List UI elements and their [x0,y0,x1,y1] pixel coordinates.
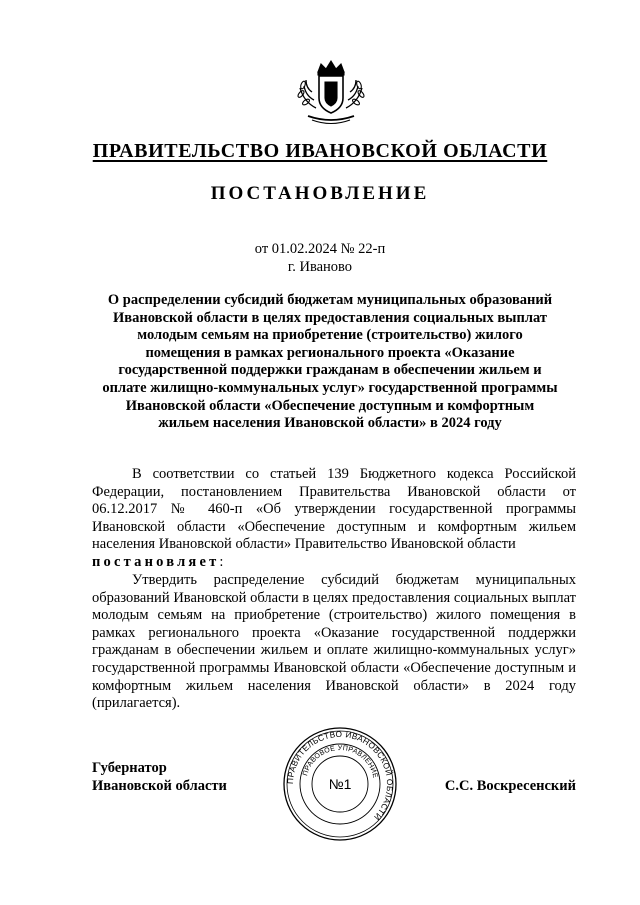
signatory-position-line: Ивановской области [92,777,227,794]
government-title-text: ПРАВИТЕЛЬСТВО ИВАНОВСКОЙ ОБЛАСТИ [92,140,548,162]
document-date-number: от 01.02.2024 № 22-п [254,241,386,257]
preamble-text: В соответствии со статьей 139 Бюджетного кодекса Российской Федерации, постановлением Правительства Ивановской области от 06.12.2017 № 460-п «Об утверждении государственной программы Ивановской области «Обеспечение доступным и комфортным жильем населения Ивановской области» Правительство Ивановской области [92,466,576,553]
subject-line: помещения в рамках регионального проекта «Оказание [145,344,515,361]
subject-line: Ивановской области в целях предоставления социальных выплат [113,309,547,326]
stamp-inner-text: ПРАВОВОЕ УПРАВЛЕНИЕ [302,744,379,779]
stamp-outer-text: ПРАВИТЕЛЬСТВО ИВАНОВСКОЙ ОБЛАСТИ [285,729,395,822]
subject-line: О распределении субсидий бюджетам муниципальных образований [107,292,553,308]
preamble-paragraph [92,466,576,572]
decree-colon: : [219,553,224,570]
government-title [0,140,640,163]
operative-paragraph: Утвердить распределение субсидий бюджетам муниципальных образований Ивановской области в целях предоставления социальных выплат молодым семьям на приобретение (строительство) жилого помещения в рамках регионального проекта «Оказание государственной поддержки гражданам в обеспечении жильем и оплате жилищно-коммунальных услуг» государственной программы Ивановской области «Обеспечение доступным и комфортным жильем населения Ивановской области» в 2024 году (прилагается). [92,572,576,712]
signatory-position [92,760,227,795]
subject-line: жильем населения Ивановской области» в 2024 году [158,415,502,432]
signatory-position-line: Губернатор [92,760,167,776]
coat-of-arms-icon [288,58,374,128]
official-stamp [282,726,398,842]
subject-line: государственной поддержки гражданам в обеспечении жильем и [118,362,542,379]
subject-line: Ивановской области «Обеспечение доступным и комфортным [125,397,535,414]
decree-line [92,554,576,572]
stamp-number: №1 [328,776,352,792]
signatory-name: С.С. Воскресенский [444,778,576,794]
subject-line: молодым семьям на приобретение (строительство) жилого [137,327,523,344]
document-subject [90,292,570,433]
subject-line: оплате жилищно-коммунальных услуг» государственной программы [102,379,558,396]
document-city: г. Иваново [287,259,353,275]
decree-word: постановляет [92,553,220,570]
document-type: ПОСТАНОВЛЕНИЕ [210,183,430,204]
